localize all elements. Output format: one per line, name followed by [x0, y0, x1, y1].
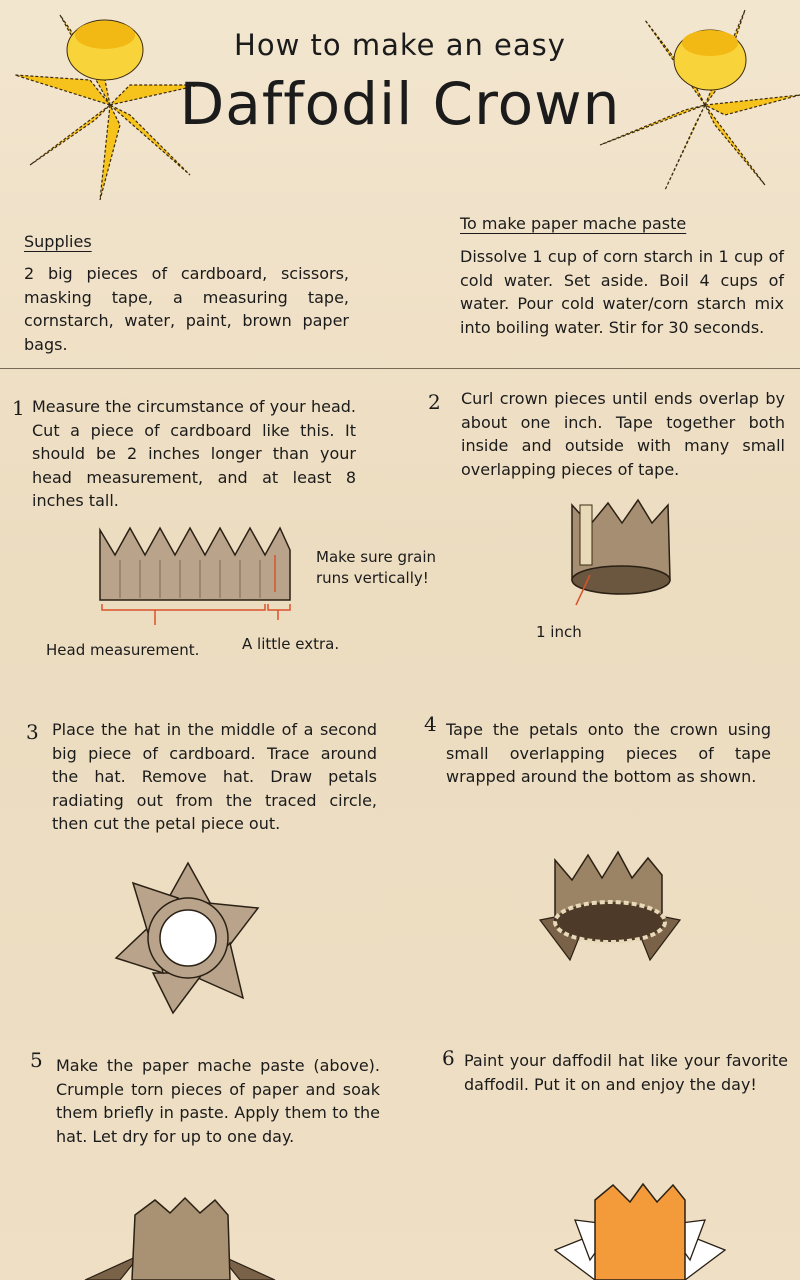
taped-crown-illustration: [530, 840, 690, 980]
curled-crown-illustration: [560, 495, 690, 615]
paper-mache-crown-illustration: [80, 1195, 280, 1280]
step-2-number: 2: [428, 390, 441, 414]
section-divider: [0, 368, 800, 369]
step-4-text: Tape the petals onto the crown using small overlapping pieces of tape wrapped around the bottom as shown.: [446, 720, 771, 786]
step-5-number: 5: [30, 1048, 43, 1072]
supplies-heading: Supplies: [24, 232, 92, 251]
step-3-number: 3: [26, 720, 39, 744]
extra-label: A little extra.: [242, 635, 340, 653]
step-6-text: Paint your daffodil hat like your favorite daffodil. Put it on and enjoy the day!: [464, 1051, 788, 1094]
supplies-text: 2 big pieces of cardboard, scissors, masking tape, a measuring tape, cornstarch, water, paint, brown paper bags.: [24, 264, 349, 354]
inch-label: 1 inch: [536, 623, 582, 641]
step-1-number: 1: [12, 396, 25, 420]
step-6-number: 6: [442, 1046, 455, 1070]
head-measure-label: Head measurement.: [46, 641, 200, 659]
cardboard-strip-illustration: [90, 520, 310, 635]
step-2-text: Curl crown pieces until ends overlap by about one inch. Tape together both inside and outside with many small overlapping pieces of tape.: [461, 389, 785, 479]
petal-ring-illustration: [108, 858, 268, 1018]
step-3-text: Place the hat in the middle of a second big piece of cardboard. Trace around the hat. Remove hat. Draw petals radiating out from the traced circle, then cut the petal piece out.: [52, 720, 377, 833]
paste-text: Dissolve 1 cup of corn starch in 1 cup of cold water. Set aside. Boil 4 cups of water. Pour cold water/corn starch mix into boiling water. Stir for 30 seconds.: [460, 247, 784, 337]
step-5-text: Make the paper mache paste (above). Crumple torn pieces of paper and soak them briefly in paste. Apply them to the hat. Let dry for up to one day.: [56, 1056, 380, 1146]
page-subtitle: How to make an easy: [234, 28, 566, 62]
step-1-text: Measure the circumstance of your head. Cut a piece of cardboard like this. It should be 2 inches longer than your head measurement, and at least 8 inches tall.: [32, 397, 356, 510]
grain-note: Make sure grain runs vertically!: [316, 548, 436, 587]
painted-daffodil-crown-illustration: [545, 1180, 735, 1280]
paste-heading: To make paper mache paste: [460, 214, 687, 233]
page-title: Daffodil Crown: [179, 70, 621, 138]
step-4-number: 4: [424, 712, 437, 736]
